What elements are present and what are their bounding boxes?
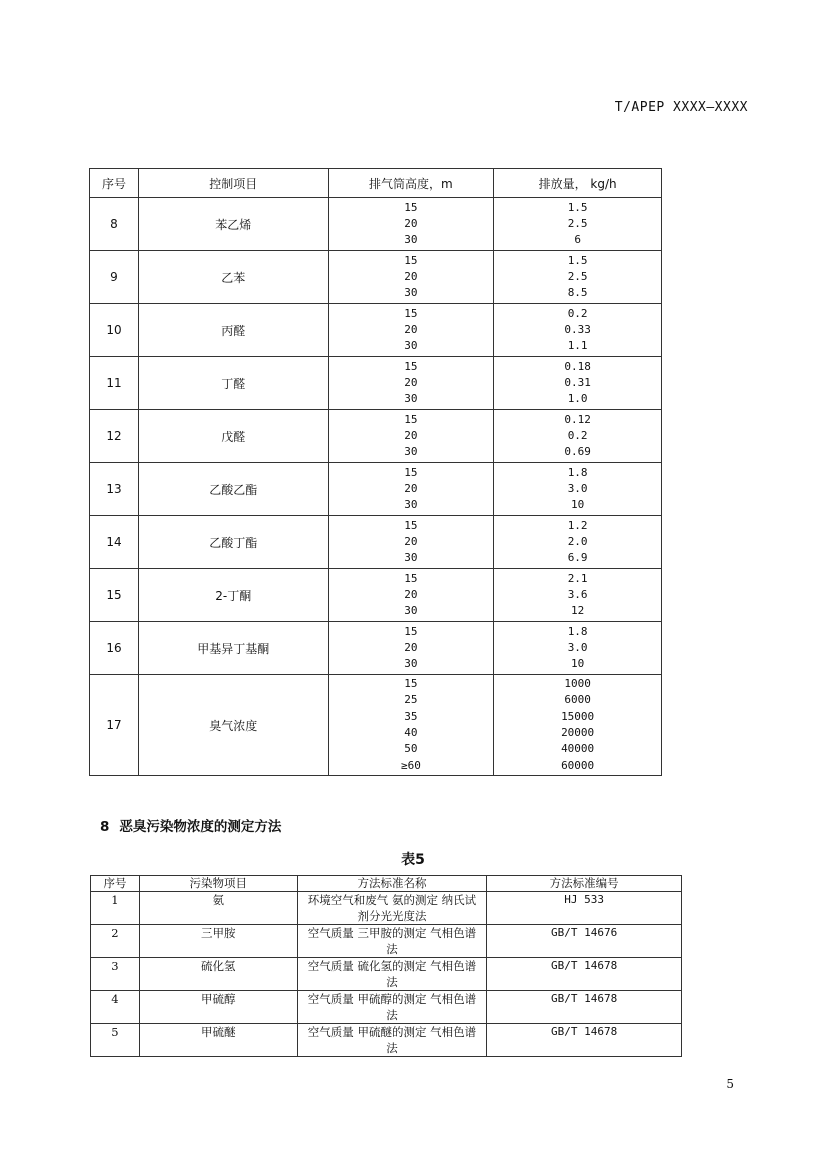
pollutant-cell: 甲硫醇 [139, 991, 297, 1024]
emission-rate-value: 3.0 [567, 481, 588, 495]
stack-height-value: 15 [404, 412, 418, 426]
table-row [90, 516, 662, 569]
table-row [90, 357, 662, 410]
table-row [90, 622, 662, 675]
stack-height-value: ≥60 [400, 758, 421, 772]
stack-height-value: 20 [404, 322, 418, 336]
stack-height-value: 30 [404, 286, 418, 300]
emission-rate-cell [494, 463, 662, 516]
control-item-cell: 甲基异丁基酮 [138, 622, 328, 675]
stack-height-value: 20 [404, 587, 418, 601]
emission-rate-cell [494, 304, 662, 357]
emission-rate-cell [494, 622, 662, 675]
control-item-cell: 乙苯 [138, 251, 328, 304]
table-caption: 表5 [401, 852, 425, 868]
emission-rate-value: 1.2 [567, 518, 588, 532]
stack-height-value: 50 [404, 742, 418, 756]
stack-height-value: 20 [404, 375, 418, 389]
table-row [91, 958, 682, 991]
table-row [90, 569, 662, 622]
control-item-cell: 乙酸丁酯 [138, 516, 328, 569]
stack-height-value: 20 [404, 269, 418, 283]
emission-rate-value: 2.5 [567, 216, 588, 230]
method-name-cell: 空气质量 甲硫醚的测定 气相色谱法 [297, 1024, 487, 1057]
emission-rate-cell [494, 251, 662, 304]
serial-cell: 12 [90, 410, 139, 463]
control-item-cell: 臭气浓度 [138, 675, 328, 776]
control-item-cell: 丙醛 [138, 304, 328, 357]
stack-height-cell [328, 675, 494, 776]
stack-height-cell [328, 304, 494, 357]
section-heading [100, 815, 281, 835]
stack-height-value: 15 [404, 253, 418, 267]
method-name-cell: 空气质量 三甲胺的测定 气相色谱法 [297, 925, 487, 958]
emission-rate-value: 6000 [564, 693, 591, 707]
method-code-cell: GB/T 14678 [487, 991, 682, 1024]
serial-cell: 4 [91, 991, 140, 1024]
emission-rate-cell [494, 569, 662, 622]
stack-height-value: 30 [404, 657, 418, 671]
pollutant-cell: 硫化氢 [139, 958, 297, 991]
table-header-row [91, 876, 682, 892]
stack-height-value: 20 [404, 640, 418, 654]
section-number: 8 [100, 819, 110, 835]
stack-height-value: 20 [404, 481, 418, 495]
emission-rate-value: 1.8 [567, 465, 588, 479]
table-row [90, 675, 662, 776]
emission-rate-value: 40000 [561, 742, 595, 756]
measurement-methods-table [90, 875, 682, 1057]
header-method-name: 方法标准名称 [297, 876, 487, 892]
method-name-cell: 环境空气和废气 氨的测定 纳氏试剂分光光度法 [297, 892, 487, 925]
serial-cell: 10 [90, 304, 139, 357]
method-name-cell: 空气质量 甲硫醇的测定 气相色谱法 [297, 991, 487, 1024]
pollutant-cell: 甲硫醚 [139, 1024, 297, 1057]
serial-cell: 11 [90, 357, 139, 410]
method-code-cell: GB/T 14676 [487, 925, 682, 958]
emission-rate-value: 1.5 [567, 200, 588, 214]
emission-limits-table [89, 168, 662, 776]
emission-rate-value: 20000 [561, 726, 595, 739]
header-serial: 序号 [91, 876, 140, 892]
stack-height-value: 15 [404, 624, 418, 638]
stack-height-value: 15 [404, 518, 418, 532]
method-name-cell: 空气质量 硫化氢的测定 气相色谱法 [297, 958, 487, 991]
section-title: 恶臭污染物浓度的测定方法 [119, 819, 282, 835]
stack-height-value: 35 [404, 709, 418, 723]
emission-rate-value: 2.1 [567, 571, 588, 585]
serial-cell: 13 [90, 463, 139, 516]
emission-rate-value: 0.12 [564, 412, 591, 426]
table-row [90, 198, 662, 251]
stack-height-cell [328, 569, 494, 622]
serial-cell: 5 [91, 1024, 140, 1057]
stack-height-value: 15 [404, 571, 418, 585]
serial-cell: 17 [90, 675, 139, 776]
stack-height-value: 30 [404, 604, 418, 618]
emission-rate-cell [494, 410, 662, 463]
control-item-cell: 丁醛 [138, 357, 328, 410]
stack-height-value: 20 [404, 428, 418, 442]
method-code-cell: HJ 533 [487, 892, 682, 925]
stack-height-value: 15 [404, 359, 418, 373]
stack-height-value: 30 [404, 551, 418, 565]
pollutant-cell: 氨 [139, 892, 297, 925]
emission-rate-cell [494, 198, 662, 251]
stack-height-value: 20 [404, 534, 418, 548]
serial-cell: 1 [91, 892, 140, 925]
stack-height-value: 30 [404, 498, 418, 512]
stack-height-cell [328, 357, 494, 410]
emission-rate-cell [494, 357, 662, 410]
stack-height-value: 15 [404, 465, 418, 479]
stack-height-value: 20 [404, 216, 418, 230]
emission-rate-value: 1.8 [567, 624, 588, 638]
control-item-cell: 2-丁酮 [138, 569, 328, 622]
emission-rate-value: 6 [574, 233, 581, 247]
stack-height-value: 30 [404, 339, 418, 353]
control-item-cell: 苯乙烯 [138, 198, 328, 251]
method-code-cell: GB/T 14678 [487, 958, 682, 991]
emission-rate-value: 8.5 [567, 286, 588, 300]
emission-rate-value: 3.6 [567, 587, 588, 601]
table-row [91, 892, 682, 925]
table-row [90, 304, 662, 357]
control-item-cell: 乙酸乙酯 [138, 463, 328, 516]
emission-rate-value: 1.5 [567, 253, 588, 267]
emission-rate-value: 1000 [564, 677, 591, 691]
table-row [90, 410, 662, 463]
stack-height-value: 15 [404, 200, 418, 214]
emission-rate-value: 2.0 [567, 534, 588, 548]
emission-rate-value: 6.9 [567, 551, 588, 565]
emission-rate-value: 2.5 [567, 269, 588, 283]
header-method-code: 方法标准编号 [487, 876, 682, 892]
serial-cell: 14 [90, 516, 139, 569]
emission-rate-value: 3.0 [567, 640, 588, 654]
stack-height-value: 30 [404, 445, 418, 459]
stack-height-cell [328, 251, 494, 304]
emission-rate-value: 0.33 [564, 322, 591, 336]
emission-rate-value: 10 [571, 498, 585, 512]
serial-cell: 16 [90, 622, 139, 675]
emission-rate-value: 12 [571, 604, 585, 618]
emission-rate-value: 0.69 [564, 445, 591, 459]
serial-cell: 2 [91, 925, 140, 958]
page-number: 5 [726, 1077, 734, 1091]
header-pollutant: 污染物项目 [139, 876, 297, 892]
serial-cell: 9 [90, 251, 139, 304]
table-row [91, 925, 682, 958]
emission-rate-value: 0.31 [564, 375, 591, 389]
table-row [90, 463, 662, 516]
stack-height-cell [328, 463, 494, 516]
stack-height-cell [328, 198, 494, 251]
emission-rate-value: 0.2 [567, 428, 588, 442]
control-item-cell: 戊醛 [138, 410, 328, 463]
serial-cell: 3 [91, 958, 140, 991]
table-row [91, 991, 682, 1024]
emission-rate-value: 1.1 [567, 339, 588, 353]
stack-height-value: 25 [404, 693, 418, 707]
header-serial: 序号 [90, 169, 139, 198]
document-code: T/APEP XXXX—XXXX [614, 100, 748, 115]
header-control-item: 控制项目 [138, 169, 328, 198]
stack-height-value: 40 [404, 726, 418, 739]
stack-height-cell [328, 622, 494, 675]
emission-rate-value: 60000 [561, 758, 595, 772]
header-emission-rate: 排放量， kg/h [494, 169, 662, 198]
emission-rate-cell [494, 675, 662, 776]
header-stack-height: 排气筒高度，m [328, 169, 494, 198]
pollutant-cell: 三甲胺 [139, 925, 297, 958]
method-code-cell: GB/T 14678 [487, 1024, 682, 1057]
stack-height-value: 30 [404, 233, 418, 247]
serial-cell: 8 [90, 198, 139, 251]
emission-rate-cell [494, 516, 662, 569]
table-row [90, 251, 662, 304]
stack-height-value: 15 [404, 306, 418, 320]
emission-rate-value: 0.2 [567, 306, 588, 320]
emission-rate-value: 0.18 [564, 359, 591, 373]
stack-height-cell [328, 410, 494, 463]
emission-rate-value: 15000 [561, 709, 595, 723]
table-row [91, 1024, 682, 1057]
stack-height-value: 30 [404, 392, 418, 406]
stack-height-value: 15 [404, 677, 418, 691]
table-header-row [90, 169, 662, 198]
emission-rate-value: 1.0 [567, 392, 588, 406]
stack-height-cell [328, 516, 494, 569]
emission-rate-value: 10 [571, 657, 585, 671]
serial-cell: 15 [90, 569, 139, 622]
